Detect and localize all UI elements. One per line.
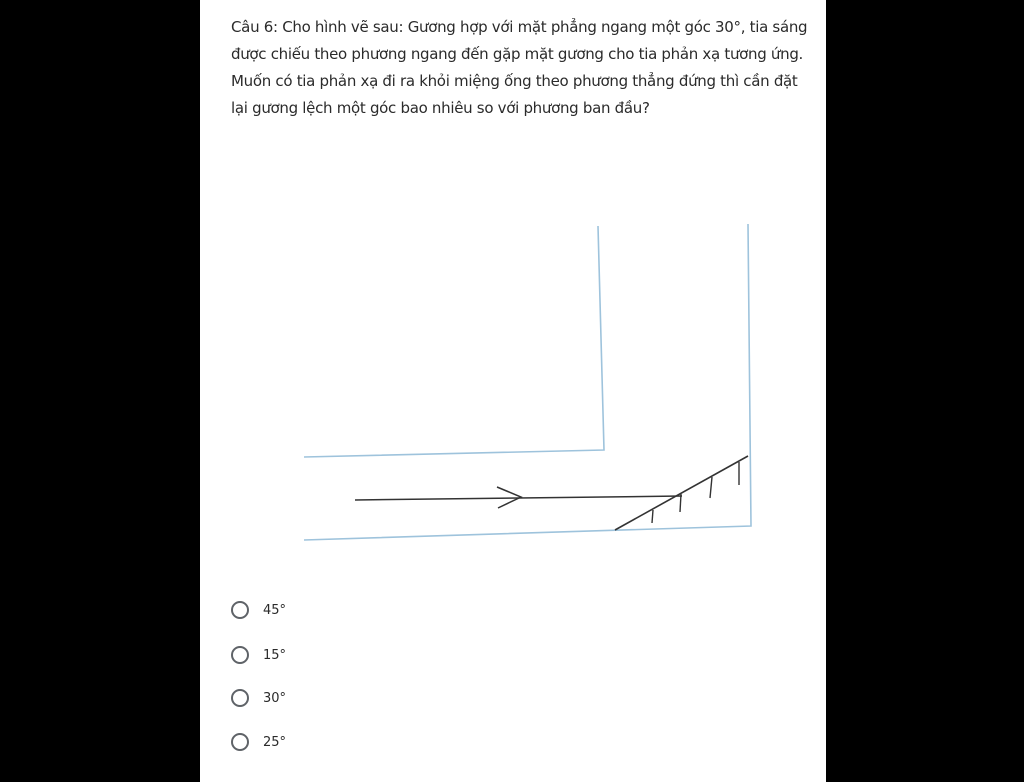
pipe-outer-wall [304,224,751,540]
mirror-line [615,456,748,530]
question-text: Câu 6: Cho hình vẽ sau: Gương hợp với mặt phẳng ngang một góc 30°, tia sáng được chiếu theo phương ngang đến gặp mặt gương cho tia phản xạ tương ứng. Muốn có tia phản xạ đi ra khỏi miệng ống theo phương thẳng đứng thì cần đặt lại gương lệch một góc bao nhiêu so với phương ban đầu? [231,18,808,117]
mirror-hatch [710,477,712,498]
pipe-inner-wall [304,226,604,457]
option-label: 30° [263,690,287,706]
option-label: 45° [263,602,287,618]
option-3[interactable] [231,684,431,712]
radio-circle-icon[interactable] [231,733,249,751]
option-4[interactable] [231,728,431,756]
radio-circle-icon[interactable] [231,689,249,707]
option-label: 15° [263,647,287,663]
radio-circle-icon[interactable] [231,646,249,664]
mirror-hatch [652,510,653,523]
mirror-hatch [680,494,681,512]
quiz-card [200,0,826,782]
option-label: 25° [263,734,287,750]
pipe-mirror-diagram [200,0,826,580]
option-1[interactable] [231,596,431,624]
option-2[interactable] [231,641,431,669]
radio-circle-icon[interactable] [231,601,249,619]
